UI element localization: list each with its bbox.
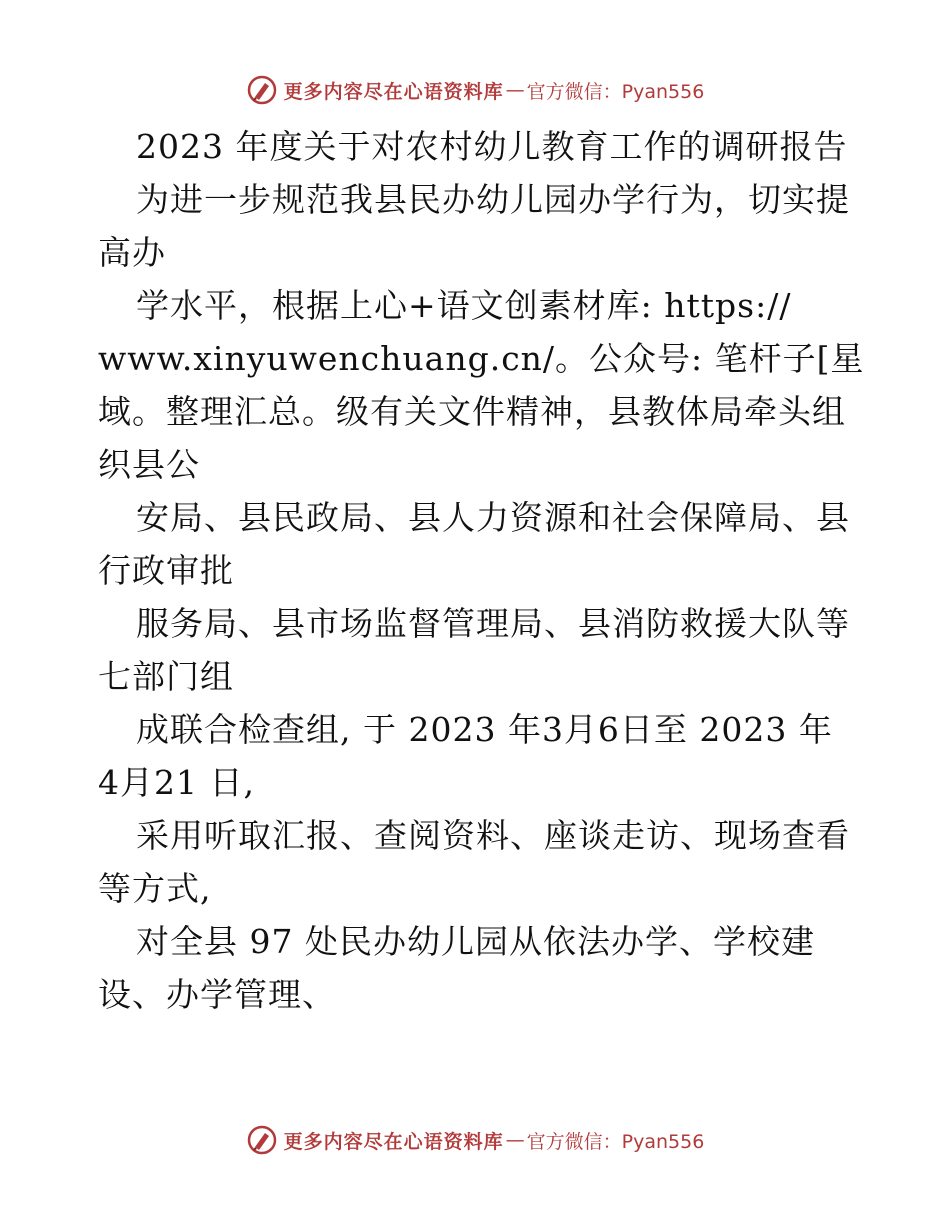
text-line: 4月21 日, (98, 763, 255, 802)
header-contact-text: 官方微信：Pyan556 (526, 80, 705, 103)
text-line: 对全县 97 处民办幼儿园从依法办学、学校建 (136, 922, 815, 961)
header-brand-text: 更多内容尽在心语资料库 (283, 80, 504, 103)
footer-banner (0, 1120, 950, 1160)
footer-contact-text: 官方微信：Pyan556 (526, 1130, 705, 1153)
text-line: 采用听取汇报、查阅资料、座谈走访、现场查看 (136, 816, 850, 855)
text-line: 域。整理汇总。级有关文件精神，县教体局牵头组 (98, 392, 846, 431)
header-dash: — (505, 79, 525, 101)
text-line: 安局、县民政局、县人力资源和社会保障局、县 (136, 498, 850, 537)
header-banner (0, 70, 950, 110)
pen-logo-icon (246, 1124, 278, 1156)
text-line: 织县公 (98, 445, 200, 484)
pen-logo-icon (246, 74, 278, 106)
text-line: 七部门组 (98, 657, 234, 696)
text-line: 等方式, (98, 869, 212, 908)
document-title: 2023 年度关于对农村幼儿教育工作的调研报告 (136, 127, 848, 166)
text-line: 成联合检查组, 于 2023 年3月6日至 2023 年 (136, 710, 833, 749)
text-line: 设、办学管理、 (98, 975, 336, 1014)
text-line: 行政审批 (98, 551, 234, 590)
footer-brand-text: 更多内容尽在心语资料库 (283, 1130, 504, 1153)
footer-dash: — (505, 1129, 525, 1151)
text-line: www.xinyuwenchuang.cn/。公众号: 笔杆子[星 (98, 339, 865, 378)
text-line: 高办 (98, 233, 166, 272)
text-line: 为进一步规范我县民办幼儿园办学行为，切实提 (136, 180, 850, 219)
document-body (98, 120, 865, 1021)
text-line: 学水平，根据上心+语文创素材库: https:// (136, 286, 792, 325)
text-line: 服务局、县市场监督管理局、县消防救援大队等 (136, 604, 850, 643)
